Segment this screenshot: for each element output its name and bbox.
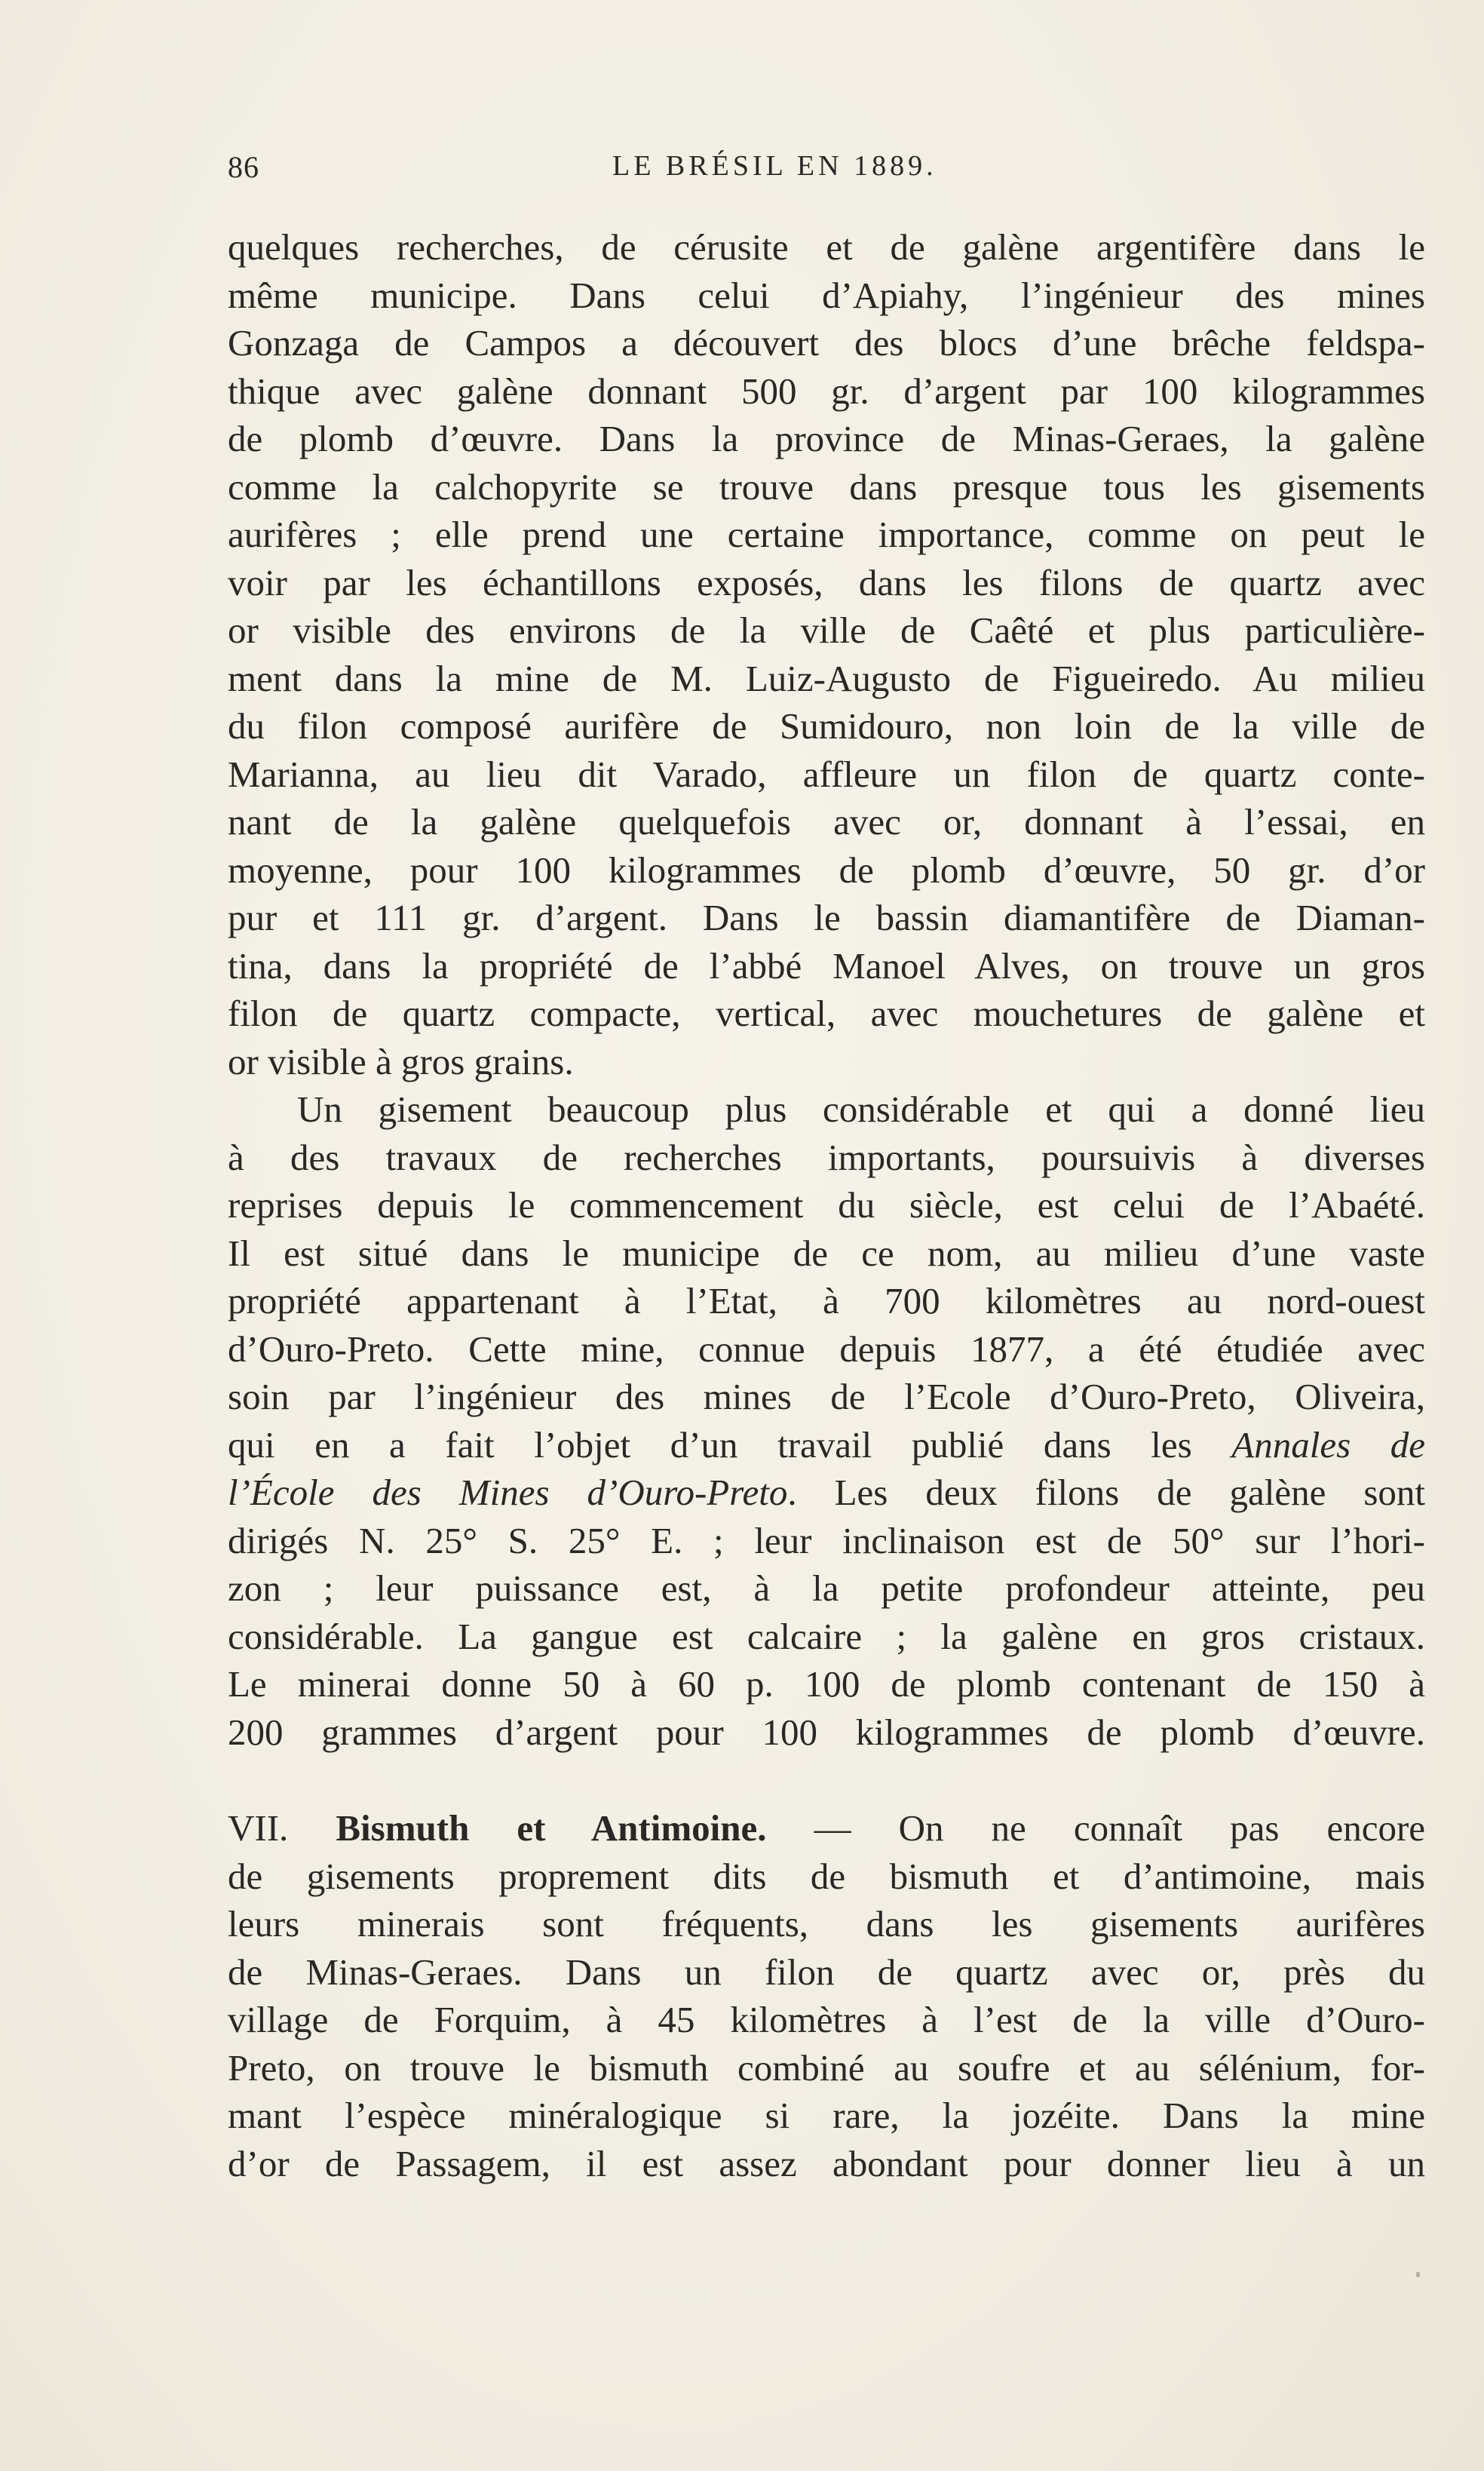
text-run: — On ne connaît pas encore [814, 1807, 1426, 1849]
text-line: tina, dans la propriété de l’abbé Manoel Alves, on trouve un gros [228, 944, 1425, 987]
text-line: voir par les échantillons exposés, dans les filons de quartz avec [228, 561, 1425, 603]
text-line: de plomb d’œuvre. Dans la province de Minas-Geraes, la galène [228, 418, 1425, 459]
text-line: comme la calchopyrite se trouve dans presque tous les gisements [228, 465, 1425, 508]
text-line: Un gisement beaucoup plus considérable et qui a donné lieu [297, 1088, 1425, 1130]
paper-speck [1416, 2272, 1420, 2277]
text-line: nant de la galène quelquefois avec or, donnant à l’essai, en [228, 801, 1425, 843]
text-line: Il est situé dans le municipe de ce nom, au milieu d’une vaste [228, 1232, 1425, 1274]
text-line: village de Forquim, à 45 kilomètres à l’est de la ville d’Ouro- [228, 1999, 1425, 2040]
text-line: mant l’espèce minéralogique si rare, la jozéite. Dans la mine [228, 2095, 1425, 2136]
section-vii-bismuth-antimoine [228, 1804, 1425, 2187]
text-line: même municipe. Dans celui d’Apiahy, l’ingénieur des mines [228, 274, 1425, 316]
text-line: à des travaux de recherches importants, poursuivis à diverses [228, 1136, 1425, 1178]
text-line: soin par l’ingénieur des mines de l’Ecole d’Ouro-Preto, Oliveira, [228, 1376, 1425, 1417]
journal-title-italic: l’École des Mines d’Ouro-Preto [228, 1472, 788, 1513]
running-header [228, 149, 1427, 195]
text-line: d’or de Passagem, il est assez abondant pour donner lieu à un [228, 2142, 1425, 2184]
running-title: LE BRÉSIL EN 1889. [612, 150, 937, 182]
text-line: propriété appartenant à l’Etat, à 700 kilomètres au nord-ouest [228, 1280, 1425, 1321]
text-line: pur et 111 gr. d’argent. Dans le bassin diamantifère de Diaman- [228, 897, 1425, 938]
paragraph-galena-continued [228, 223, 1425, 1085]
text-line: quelques recherches, de cérusite et de galène argentifère dans le [228, 226, 1425, 268]
text-line: Gonzaga de Campos a découvert des blocs d’une brêche feldspa- [228, 322, 1425, 364]
text-line: or visible des environs de la ville de Caêté et plus particulière- [228, 609, 1425, 651]
text-run: qui en a fait l’objet d’un travail publié dans les [228, 1423, 1192, 1466]
text-line [228, 1469, 1425, 1517]
text-line: leurs minerais sont fréquents, dans les gisements aurifères [228, 1903, 1425, 1945]
text-line: aurifères ; elle prend une certaine importance, comme on peut le [228, 514, 1425, 555]
paragraph-abaete [228, 1085, 1425, 1756]
journal-title-italic: Annales de [1231, 1423, 1425, 1466]
text-line: Le minerai donne 50 à 60 p. 100 de plomb contenant de 150 à [228, 1663, 1425, 1705]
text-line: du filon composé aurifère de Sumidouro, non loin de la ville de [228, 705, 1425, 747]
text-line: de gisements proprement dits de bismuth et d’antimoine, mais [228, 1855, 1425, 1897]
text-line: ment dans la mine de M. Luiz-Augusto de Figueiredo. Au milieu [228, 657, 1425, 699]
text-line: dirigés N. 25° S. 25° E. ; leur inclinaison est de 50° sur l’hori- [228, 1519, 1425, 1561]
text-run: . Les deux filons de galène sont [787, 1472, 1426, 1513]
text-line: Preto, on trouve le bismuth combiné au soufre et au sélénium, for- [228, 2046, 1425, 2089]
text-line: moyenne, pour 100 kilogrammes de plomb d’œuvre, 50 gr. d’or [228, 849, 1425, 891]
text-line: or visible à gros grains. [228, 1040, 574, 1082]
section-title: Bismuth et Antimoine. [336, 1807, 767, 1849]
text-line: Marianna, au lieu dit Varado, affleure un filon de quartz conte- [228, 753, 1425, 795]
text-line: d’Ouro-Preto. Cette mine, connue depuis 1877, a été étudiée avec [228, 1328, 1425, 1370]
text-line: zon ; leur puissance est, à la petite profondeur atteinte, peu [228, 1567, 1425, 1609]
text-line: 200 grammes d’argent pour 100 kilogrammes de plomb d’œuvre. [228, 1711, 1425, 1753]
page-number: 86 [228, 150, 259, 184]
text-line: thique avec galène donnant 500 gr. d’argent par 100 kilogrammes [228, 370, 1425, 412]
section-heading-line [228, 1804, 1425, 1852]
text-line: considérable. La gangue est calcaire ; la galène en gros cristaux. [228, 1615, 1425, 1657]
section-number: VII. [228, 1807, 289, 1849]
text-line [228, 1421, 1425, 1469]
section-spacer [228, 1756, 1425, 1804]
body-text [228, 223, 1425, 2187]
text-line: de Minas-Geraes. Dans un filon de quartz avec or, près du [228, 1951, 1425, 1993]
text-line: filon de quartz compacte, vertical, avec mouchetures de galène et [228, 993, 1425, 1034]
text-line: reprises depuis le commencement du siècle, est celui de l’Abaété. [228, 1184, 1425, 1226]
